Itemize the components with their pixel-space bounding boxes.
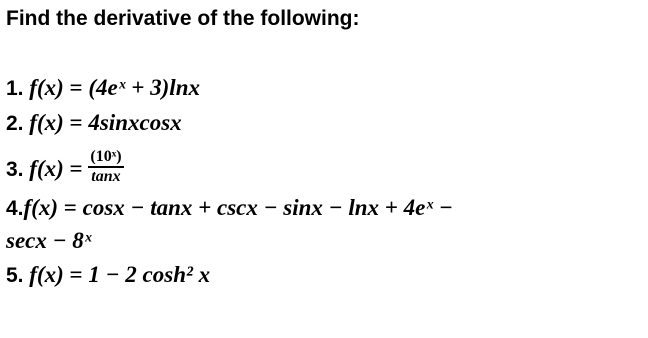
problem-2: 2. f(x) = 4sinxcosx [6, 110, 182, 135]
problem-lhs: f(x) [29, 262, 64, 287]
problem-lhs: f(x) [29, 156, 64, 182]
problem-5: 5. f(x) = 1 − 2 cosh² x [6, 262, 211, 287]
problem-3: 3. f(x) = $\frac{\text{(10ˣ)}}{\tan x}$ [6, 148, 122, 185]
problem-number: 3. [6, 158, 24, 182]
fraction-denominator: tanx [91, 168, 121, 185]
fraction [88, 148, 123, 186]
problem-rhs-continued: secx − 8ˣ [6, 228, 92, 253]
problem-rhs: 4sinxcosx [88, 110, 182, 135]
problem-number: 1. [6, 77, 24, 100]
problem-rhs: 1 − 2 cosh² x [88, 262, 211, 287]
problem-lhs: f(x) [29, 110, 64, 135]
problem-4-continued [6, 229, 92, 252]
problem-number: 2. [6, 112, 24, 135]
problem-lhs: f(x) [23, 195, 58, 220]
problem-rhs: (4eˣ + 3)lnx [88, 75, 200, 100]
problem-1: 1. f(x) = (4eˣ + 3)lnx [6, 75, 200, 100]
fraction-numerator: (10ˣ) [88, 148, 123, 168]
problem-4: 4.f(x) = cosx − tanx + cscx − sinx − lnx + 4eˣ − [6, 195, 453, 220]
page-heading: Find the derivative of the following: [6, 7, 360, 30]
problem-number: 5. [6, 264, 24, 287]
problem-number: 4. [6, 197, 24, 220]
problem-lhs: f(x) [29, 75, 64, 100]
problem-rhs: cosx − tanx + cscx − sinx − lnx + 4eˣ − [82, 195, 453, 220]
